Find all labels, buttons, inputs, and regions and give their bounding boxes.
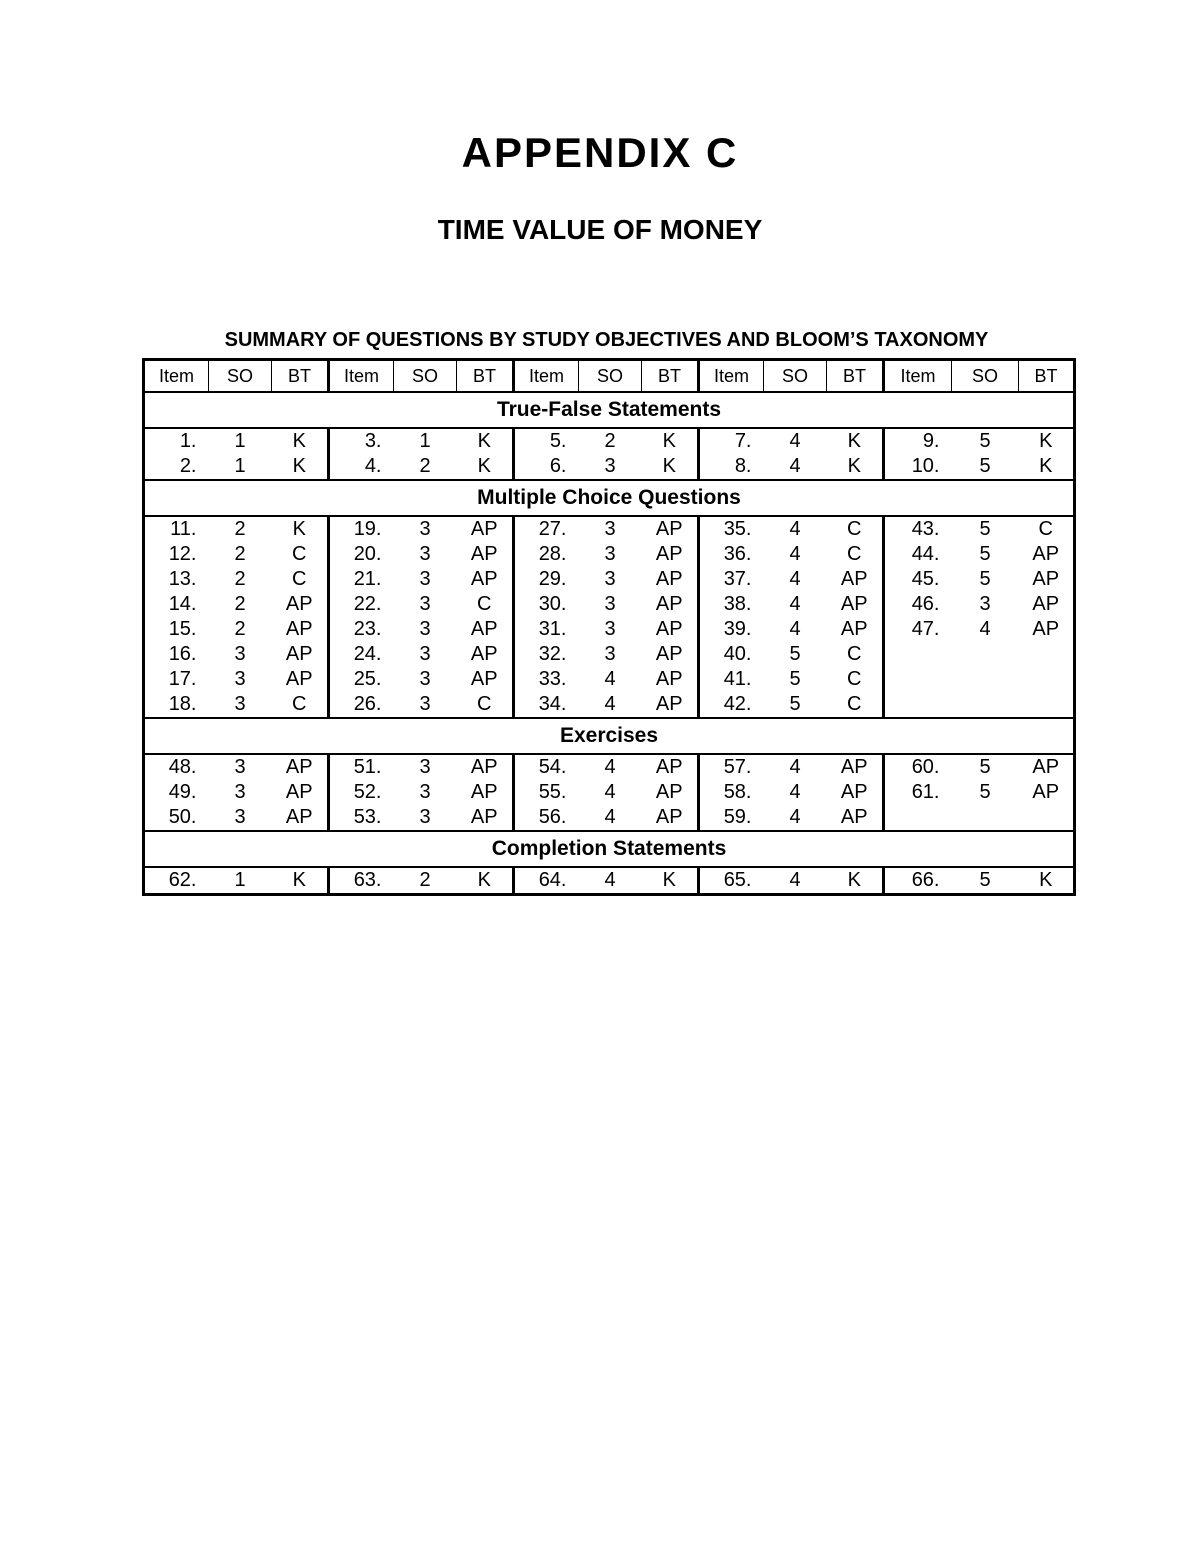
cell-so: 3 <box>234 643 246 665</box>
cell-bt: K <box>1019 454 1075 480</box>
cell-so: 4 <box>789 568 801 590</box>
cell-item: 66. <box>884 867 952 895</box>
cell-so <box>952 667 1019 692</box>
cell-so <box>952 692 1019 718</box>
cell-bt: K <box>292 518 306 540</box>
column-header-item: Item <box>514 360 579 393</box>
cell-item: 16. <box>168 643 197 665</box>
cell-so: 4 <box>604 756 616 778</box>
cell-item: 8. <box>699 454 764 480</box>
section-title: Multiple Choice Questions <box>144 480 1075 516</box>
cell-bt: C <box>1038 518 1053 540</box>
column-header-so: SO <box>952 360 1019 393</box>
cell-bt: AP <box>655 543 683 565</box>
cell-bt: AP <box>840 618 868 640</box>
cell-item: 40. <box>699 642 764 667</box>
cell-item: 32. <box>514 642 579 667</box>
cell-bt: AP <box>655 756 683 778</box>
cell-so: 3 <box>579 454 642 480</box>
cell-item: 30. <box>514 592 579 617</box>
cell-so: 2 <box>604 430 616 452</box>
cell-so: 4 <box>789 756 801 778</box>
cell-item: 9. <box>884 428 952 454</box>
cell-so: 4 <box>789 618 801 640</box>
cell-item: 35. <box>699 516 764 542</box>
cell-item: 61. <box>884 780 952 805</box>
cell-bt: AP <box>470 643 498 665</box>
cell-item: 57. <box>699 754 764 780</box>
cell-so: 5 <box>979 518 991 540</box>
cell-bt: C <box>847 543 862 565</box>
cell-bt: C <box>847 518 862 540</box>
cell-so: 5 <box>789 668 801 690</box>
cell-bt: AP <box>827 805 884 831</box>
cell-item: 54. <box>514 754 579 780</box>
cell-item: 10. <box>884 454 952 480</box>
cell-bt: C <box>272 692 329 718</box>
cell-bt: C <box>827 692 884 718</box>
column-header-item: Item <box>329 360 394 393</box>
cell-so: 5 <box>979 568 991 590</box>
cell-so: 3 <box>234 756 246 778</box>
cell-bt: AP <box>285 668 313 690</box>
cell-item: 17. <box>168 668 197 690</box>
cell-bt: K <box>1039 430 1053 452</box>
summary-table <box>142 358 1076 896</box>
column-header-item: Item <box>699 360 764 393</box>
cell-bt: AP <box>470 781 498 803</box>
cell-item <box>884 805 952 831</box>
cell-item: 41. <box>699 667 764 692</box>
cell-bt: AP <box>470 756 498 778</box>
cell-bt: AP <box>642 805 699 831</box>
appendix-title: APPENDIX C <box>461 129 739 176</box>
cell-so: 3 <box>979 593 991 615</box>
cell-so: 5 <box>789 643 801 665</box>
cell-bt: K <box>477 869 491 891</box>
cell-so: 3 <box>419 518 431 540</box>
column-header-bt: BT <box>457 360 514 393</box>
cell-item: 39. <box>699 617 764 642</box>
cell-so: 5 <box>979 869 991 891</box>
cell-so: 5 <box>979 543 991 565</box>
cell-bt: AP <box>272 805 329 831</box>
cell-so: 4 <box>789 781 801 803</box>
cell-bt: AP <box>470 543 498 565</box>
cell-item: 19. <box>329 516 394 542</box>
cell-item: 43. <box>884 516 952 542</box>
table-row <box>144 428 1075 454</box>
cell-bt: AP <box>840 593 868 615</box>
column-header-row <box>144 360 1075 393</box>
cell-so: 5 <box>979 781 991 803</box>
cell-so: 3 <box>604 643 616 665</box>
cell-so <box>952 805 1019 831</box>
cell-so: 4 <box>789 543 801 565</box>
cell-item: 51. <box>329 754 394 780</box>
column-header-so: SO <box>209 360 272 393</box>
cell-item: 3. <box>329 428 394 454</box>
cell-bt: AP <box>1032 618 1060 640</box>
cell-item: 4. <box>329 454 394 480</box>
cell-item: 5. <box>514 428 579 454</box>
cell-bt: K <box>662 869 676 891</box>
cell-item: 50. <box>144 805 209 831</box>
cell-so: 2 <box>234 543 246 565</box>
cell-bt: AP <box>655 643 683 665</box>
cell-bt: AP <box>1032 543 1060 565</box>
cell-bt <box>1019 692 1075 718</box>
cell-bt: C <box>292 568 307 590</box>
cell-item: 11. <box>170 518 197 540</box>
cell-item: 29. <box>514 567 579 592</box>
cell-so: 4 <box>579 805 642 831</box>
summary-table-title: SUMMARY OF QUESTIONS BY STUDY OBJECTIVES AND BLOOM’S TAXONOMY <box>224 329 989 351</box>
cell-item: 65. <box>699 867 764 895</box>
cell-bt: AP <box>1032 756 1060 778</box>
cell-bt: AP <box>655 618 683 640</box>
cell-so: 3 <box>419 781 431 803</box>
table-row <box>144 567 1075 592</box>
cell-item: 20. <box>329 542 394 567</box>
table-row <box>144 454 1075 480</box>
cell-so: 4 <box>789 869 801 891</box>
cell-item: 56. <box>514 805 579 831</box>
section-header-row <box>144 480 1075 516</box>
cell-item: 14. <box>168 593 197 615</box>
cell-item: 42. <box>699 692 764 718</box>
cell-item: 58. <box>699 780 764 805</box>
table-row <box>144 805 1075 831</box>
cell-item: 63. <box>329 867 394 895</box>
cell-item: 59. <box>699 805 764 831</box>
cell-so: 2 <box>394 454 457 480</box>
summary-table-body <box>144 360 1075 895</box>
cell-item: 49. <box>168 781 197 803</box>
column-header-so: SO <box>764 360 827 393</box>
cell-bt: K <box>292 430 306 452</box>
cell-bt: K <box>827 454 884 480</box>
cell-so: 3 <box>209 805 272 831</box>
table-row <box>144 692 1075 718</box>
cell-so: 5 <box>979 756 991 778</box>
cell-bt: AP <box>840 756 868 778</box>
cell-item: 2. <box>144 454 209 480</box>
cell-bt: AP <box>457 805 514 831</box>
cell-so <box>952 642 1019 667</box>
cell-item: 25. <box>329 667 394 692</box>
column-header-so: SO <box>579 360 642 393</box>
cell-item: 23. <box>329 617 394 642</box>
cell-item: 53. <box>329 805 394 831</box>
column-header-item: Item <box>884 360 952 393</box>
cell-so: 2 <box>234 618 246 640</box>
column-header-so: SO <box>394 360 457 393</box>
cell-bt: AP <box>285 593 313 615</box>
cell-bt: K <box>477 430 491 452</box>
cell-bt: K <box>847 430 861 452</box>
cell-item: 44. <box>884 542 952 567</box>
column-header-bt: BT <box>642 360 699 393</box>
cell-item: 12. <box>168 543 197 565</box>
column-header-item: Item <box>144 360 209 393</box>
cell-so: 1 <box>209 454 272 480</box>
cell-item: 24. <box>329 642 394 667</box>
cell-item: 21. <box>329 567 394 592</box>
table-row <box>144 617 1075 642</box>
section-title: Completion Statements <box>144 831 1075 867</box>
cell-bt <box>1019 667 1075 692</box>
cell-so: 1 <box>234 430 246 452</box>
table-row <box>144 516 1075 542</box>
cell-bt: AP <box>285 781 313 803</box>
cell-item: 18. <box>144 692 209 718</box>
cell-bt <box>1019 805 1075 831</box>
cell-so: 3 <box>419 568 431 590</box>
cell-so: 5 <box>764 692 827 718</box>
section-header-row <box>144 718 1075 754</box>
cell-item <box>884 667 952 692</box>
cell-item: 46. <box>884 592 952 617</box>
cell-so: 4 <box>604 781 616 803</box>
cell-bt: AP <box>470 618 498 640</box>
cell-item: 28. <box>514 542 579 567</box>
cell-bt: AP <box>285 756 313 778</box>
cell-bt: AP <box>470 568 498 590</box>
cell-item: 36. <box>699 542 764 567</box>
cell-bt: AP <box>840 568 868 590</box>
table-row <box>144 642 1075 667</box>
cell-bt: AP <box>840 781 868 803</box>
cell-bt: C <box>292 543 307 565</box>
cell-so: 1 <box>419 430 431 452</box>
cell-item: 6. <box>514 454 579 480</box>
cell-bt: C <box>847 643 862 665</box>
cell-so: 4 <box>789 518 801 540</box>
cell-item: 55. <box>514 780 579 805</box>
cell-so: 1 <box>234 869 246 891</box>
cell-bt: AP <box>470 518 498 540</box>
cell-bt: AP <box>642 692 699 718</box>
cell-item: 52. <box>329 780 394 805</box>
cell-so: 4 <box>789 593 801 615</box>
cell-so: 4 <box>789 430 801 452</box>
table-row <box>144 667 1075 692</box>
cell-so: 3 <box>419 756 431 778</box>
cell-so: 3 <box>419 668 431 690</box>
cell-so: 5 <box>979 430 991 452</box>
table-row <box>144 542 1075 567</box>
cell-item: 33. <box>514 667 579 692</box>
cell-bt: K <box>1039 869 1053 891</box>
column-header-bt: BT <box>827 360 884 393</box>
cell-item: 1. <box>179 430 197 452</box>
section-header-row <box>144 392 1075 428</box>
section-title: Exercises <box>144 718 1075 754</box>
cell-bt: AP <box>470 668 498 690</box>
cell-bt: C <box>457 692 514 718</box>
cell-so: 3 <box>394 805 457 831</box>
cell-so: 3 <box>419 543 431 565</box>
cell-item <box>884 692 952 718</box>
cell-so: 2 <box>419 869 431 891</box>
cell-bt: C <box>477 593 492 615</box>
cell-item: 22. <box>329 592 394 617</box>
cell-so: 4 <box>764 805 827 831</box>
cell-item: 15. <box>168 618 197 640</box>
cell-bt: AP <box>1032 568 1060 590</box>
cell-item: 45. <box>884 567 952 592</box>
table-row <box>144 780 1075 805</box>
cell-so: 3 <box>419 618 431 640</box>
cell-bt: AP <box>1032 781 1060 803</box>
cell-bt: AP <box>285 618 313 640</box>
cell-item: 13. <box>168 568 197 590</box>
cell-bt: AP <box>655 568 683 590</box>
cell-bt: AP <box>655 518 683 540</box>
cell-bt: AP <box>655 781 683 803</box>
cell-so: 4 <box>604 869 616 891</box>
cell-so: 4 <box>979 618 991 640</box>
cell-bt: K <box>847 869 861 891</box>
column-header-bt: BT <box>1019 360 1075 393</box>
chapter-title: TIME VALUE OF MONEY <box>437 214 763 245</box>
cell-item: 7. <box>699 428 764 454</box>
cell-so: 3 <box>234 668 246 690</box>
cell-so: 4 <box>764 454 827 480</box>
section-header-row <box>144 831 1075 867</box>
cell-item: 27. <box>514 516 579 542</box>
cell-so: 5 <box>952 454 1019 480</box>
cell-so: 4 <box>579 692 642 718</box>
cell-so: 3 <box>604 543 616 565</box>
cell-bt: K <box>642 454 699 480</box>
cell-so: 2 <box>234 593 246 615</box>
cell-item: 26. <box>329 692 394 718</box>
cell-bt: AP <box>655 593 683 615</box>
cell-so: 3 <box>604 618 616 640</box>
cell-so: 2 <box>234 518 246 540</box>
cell-so: 4 <box>604 668 616 690</box>
cell-so: 3 <box>419 643 431 665</box>
cell-so: 3 <box>234 781 246 803</box>
cell-so: 3 <box>604 593 616 615</box>
cell-bt: AP <box>655 668 683 690</box>
cell-bt <box>1019 642 1075 667</box>
cell-item: 62. <box>168 869 197 891</box>
table-row <box>144 592 1075 617</box>
cell-item: 34. <box>514 692 579 718</box>
cell-bt: K <box>662 430 676 452</box>
cell-so: 2 <box>234 568 246 590</box>
cell-so: 3 <box>604 518 616 540</box>
cell-item <box>884 642 952 667</box>
cell-item: 31. <box>514 617 579 642</box>
cell-item: 48. <box>168 756 197 778</box>
cell-bt: AP <box>285 643 313 665</box>
cell-bt: C <box>847 668 862 690</box>
table-row <box>144 754 1075 780</box>
cell-item: 38. <box>699 592 764 617</box>
cell-item: 37. <box>699 567 764 592</box>
cell-bt: K <box>292 869 306 891</box>
table-row <box>144 867 1075 895</box>
cell-bt: AP <box>1032 593 1060 615</box>
cell-so: 3 <box>394 692 457 718</box>
column-header-bt: BT <box>272 360 329 393</box>
cell-so: 3 <box>209 692 272 718</box>
section-title: True-False Statements <box>144 392 1075 428</box>
cell-item: 64. <box>514 867 579 895</box>
cell-so: 3 <box>419 593 431 615</box>
cell-item: 47. <box>884 617 952 642</box>
cell-bt: K <box>272 454 329 480</box>
cell-so: 3 <box>604 568 616 590</box>
cell-item: 60. <box>884 754 952 780</box>
cell-bt: K <box>457 454 514 480</box>
